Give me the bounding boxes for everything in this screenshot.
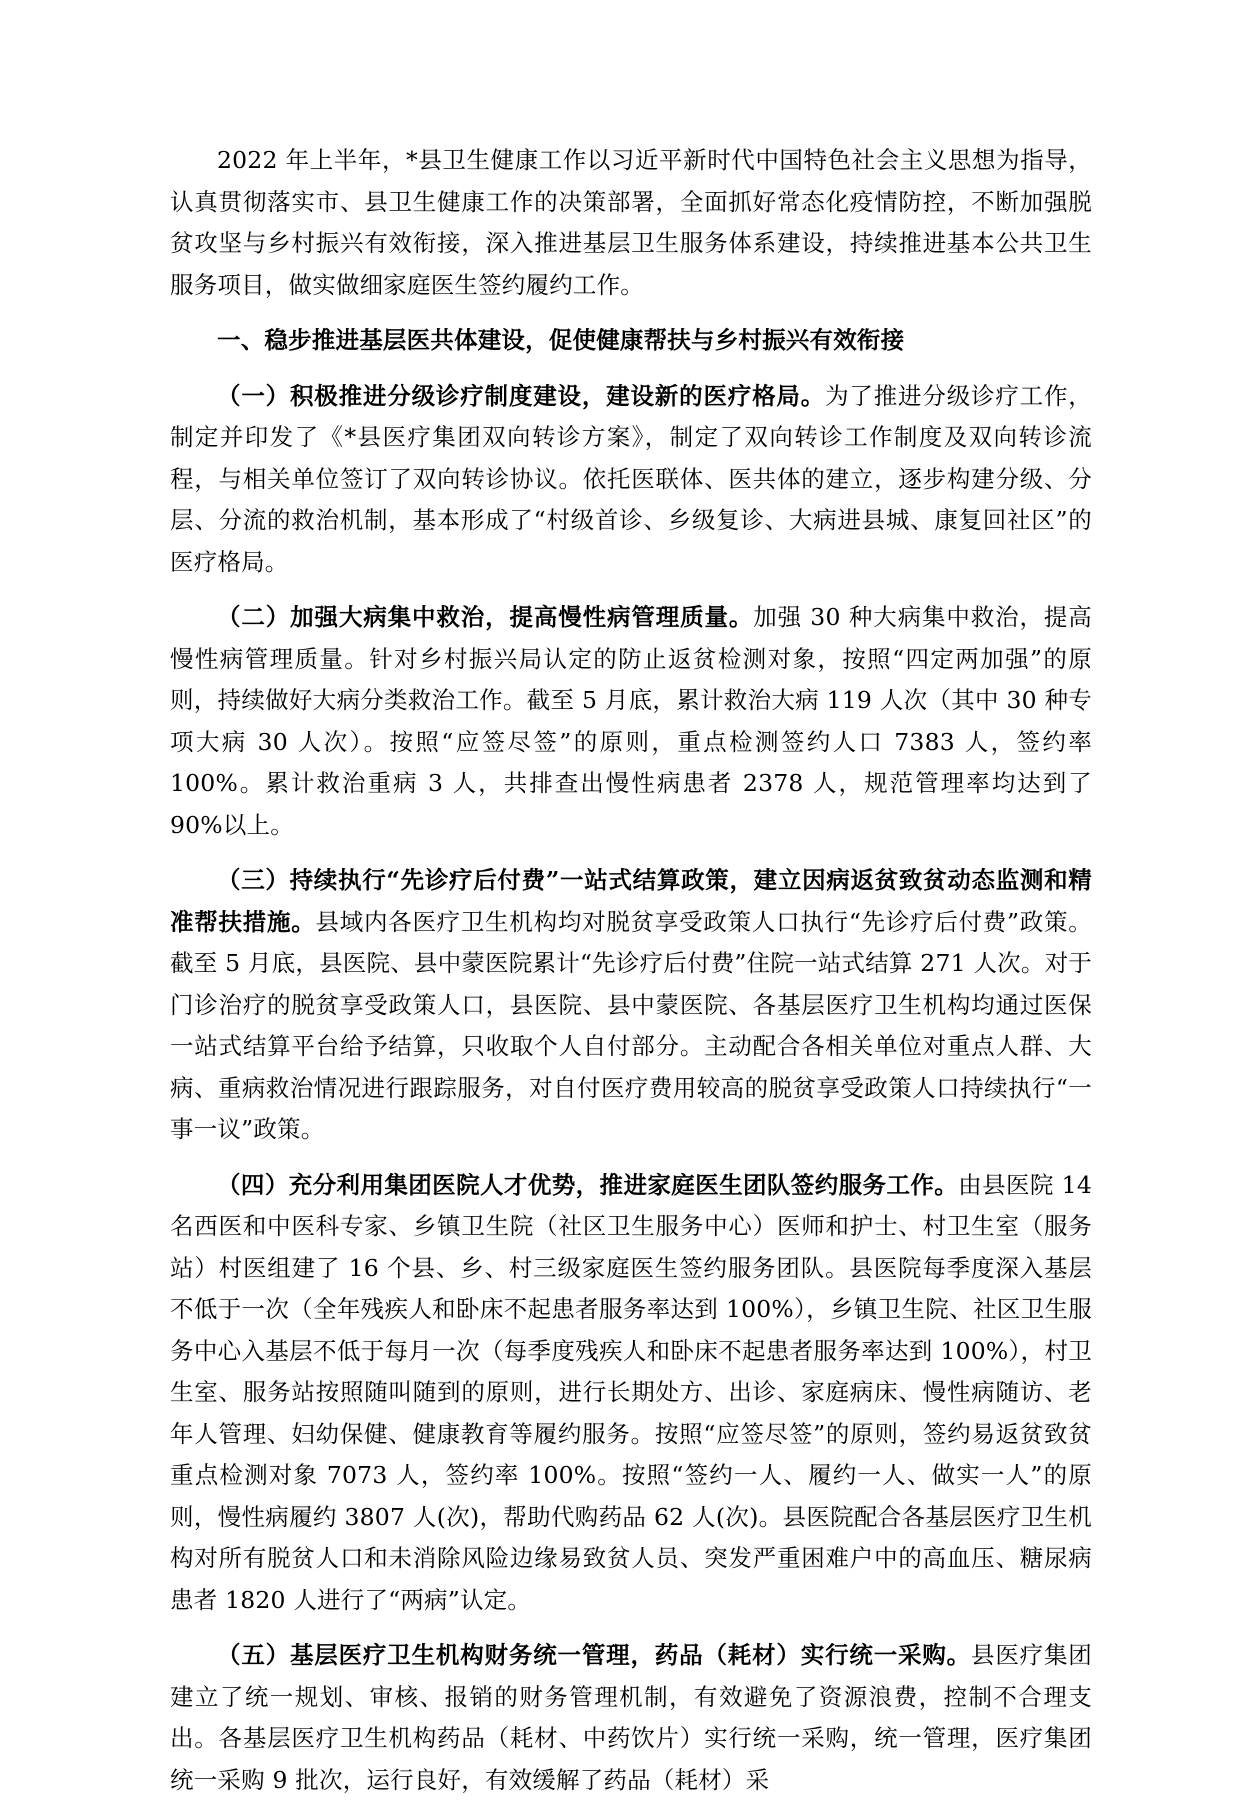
paragraph-item-3 xyxy=(170,860,1092,1151)
paragraph-text: 由县医院 14 名西医和中医科专家、乡镇卫生院（社区卫生服务中心）医师和护士、村卫生室（服务站）村医组建了 16 个县、乡、村三级家庭医生签约服务团队。县医院每季度深入基层不低于一次（全年残疾人和卧床不起患者服务率达到 100%），乡镇卫生院、社区卫生服务中心入基层不低于每月一次（每季度残疾人和卧床不起患者服务率达到 100%），村卫生室、服务站按照随叫随到的原则，进行长期处方、出诊、家庭病床、慢性病随访、老年人管理、妇幼保健、健康教育等履约服务。按照“应签尽签”的原则，签约易返贫致贫重点检测对象 7073 人，签约率 100%。按照“签约一人、履约一人、做实一人”的原则，慢性病履约 3807 人(次)，帮助代购药品 62 人(次)。县医院配合各基层医疗卫生机构对所有脱贫人口和未消除风险边缘易致贫人员、突发严重困难户中的高血压、糖尿病患者 1820 人进行了“两病”认定。 xyxy=(170,1170,1092,1614)
paragraph-bold-lead: （三）持续执行“先诊疗后付费”一站式结算政策，建立因病返贫致贫动态监测和精准帮扶措施。 xyxy=(170,866,1092,936)
paragraph-item-5 xyxy=(170,1635,1092,1801)
paragraph-item-2 xyxy=(170,597,1092,846)
paragraph-text: 2022 年上半年，*县卫生健康工作以习近平新时代中国特色社会主义思想为指导，认真贯彻落实市、县卫生健康工作的决策部署，全面抓好常态化疫情防控，不断加强脱贫攻坚与乡村振兴有效衔接，深入推进基层卫生服务体系建设，持续推进基本公共卫生服务项目，做实做细家庭医生签约履约工作。 xyxy=(170,146,1092,299)
paragraph-bold-lead: （四）充分利用集团医院人才优势，推进家庭医生团队签约服务工作。 xyxy=(217,1170,959,1199)
paragraph-item-4 xyxy=(170,1165,1092,1622)
paragraph-bold-lead: （五）基层医疗卫生机构财务统一管理，药品（耗材）实行统一采购。 xyxy=(217,1641,972,1669)
paragraph-text: 为了推进分级诊疗工作，制定并印发了《*县医疗集团双向转诊方案》，制定了双向转诊工作制度及双向转诊流程，与相关单位签订了双向转诊协议。依托医联体、医共体的建立，逐步构建分级、分层、分流的救治机制，基本形成了“村级首诊、乡级复诊、大病进县城、康复回社区”的医疗格局。 xyxy=(170,381,1093,576)
paragraph-item-1 xyxy=(170,376,1092,584)
section-heading-1 xyxy=(170,320,1092,362)
paragraph-bold-lead: （一）积极推进分级诊疗制度建设，建设新的医疗格局。 xyxy=(217,381,826,410)
paragraph-text: 县医疗集团建立了统一规划、审核、报销的财务管理机制，有效避免了资源浪费，控制不合理支出。各基层医疗卫生机构药品（耗材、中药饮片）实行统一采购，统一管理，医疗集团统一采购 9 批次，运行良好，有效缓解了药品（耗材）采 xyxy=(170,1641,1093,1794)
paragraph-text: 加强 30 种大病集中救治，提高慢性病管理质量。针对乡村振兴局认定的防止返贫检测对象，按照“四定两加强”的原则，持续做好大病分类救治工作。截至 5 月底，累计救治大病 119 人次（其中 30 种专项大病 30 人次）。按照“应签尽签”的原则，重点检测签约人口 7383 人，签约率 100%。累计救治重病 3 人，共排查出慢性病患者 2378 人，规范管理率均达到了 90%以上。 xyxy=(170,603,1092,839)
paragraph-bold-lead: （二）加强大病集中救治，提高慢性病管理质量。 xyxy=(217,603,754,631)
paragraph-intro xyxy=(170,140,1092,306)
paragraph-text: 县域内各医疗卫生机构均对脱贫享受政策人口执行“先诊疗后付费”政策。截至 5 月底，县医院、县中蒙医院累计“先诊疗后付费”住院一站式结算 271 人次。对于门诊治疗的脱贫享受政策人口，县医院、县中蒙医院、各基层医疗卫生机构均通过医保一站式结算平台给予结算，只收取个人自付部分。主动配合各相关单位对重点人群、大病、重病救治情况进行跟踪服务，对自付医疗费用较高的脱贫享受政策人口持续执行“一事一议”政策。 xyxy=(170,907,1092,1143)
heading-text: 一、稳步推进基层医共体建设，促使健康帮扶与乡村振兴有效衔接 xyxy=(217,326,905,354)
document-body xyxy=(170,140,1092,1801)
